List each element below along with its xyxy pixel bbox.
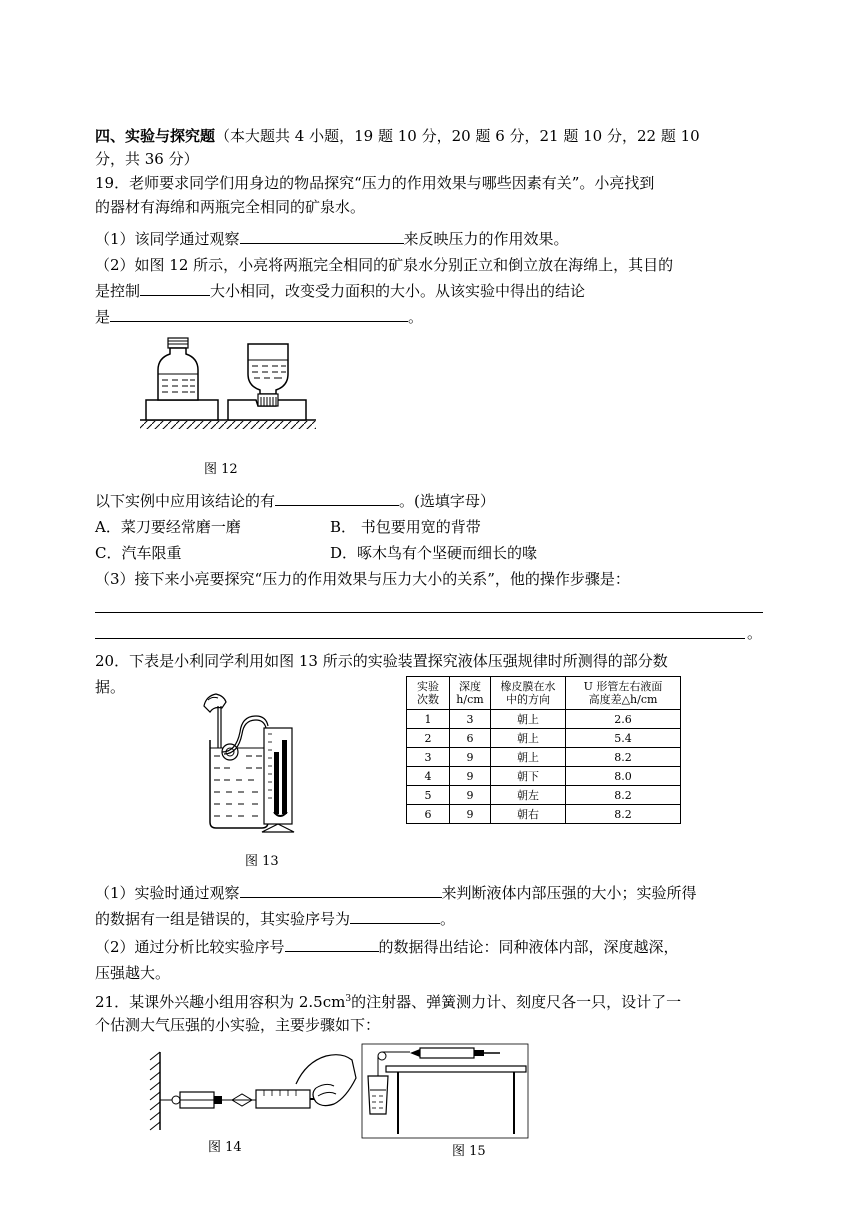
figure-14-caption: 图 14: [208, 1140, 242, 1155]
q20-data-table: [406, 676, 681, 824]
q19-blank-conclusion[interactable]: [110, 306, 408, 322]
q19-blank-apply[interactable]: [275, 490, 399, 506]
q19-part2-line1: （2）如图 12 所示，小亮将两瓶完全相同的矿泉水分别正立和倒立放在海绵上，其目的: [95, 256, 674, 274]
figure-14-syringe-with-spring-scale: [146, 1048, 360, 1134]
q19-option-d: D．啄木鸟有个坚硬而细长的喙: [330, 544, 538, 562]
figure-13-caption: 图 13: [245, 854, 279, 869]
q19-apply-a: 以下实例中应用该结论的有: [95, 492, 276, 510]
q19-part2-line3: [95, 306, 423, 328]
q20-line2: 据。: [95, 678, 126, 696]
section-note: （本大题共 4 小题，19 题 10 分，20 题 6 分，21 题 10 分，22 题 10: [215, 127, 700, 145]
q19-p2-c: 是: [95, 308, 111, 326]
q21-line1: 21．某课外兴趣小组用容积为 $2.5cm^3$的注射器、弹簧测力计、刻度尺各一只，设计了一: [95, 993, 682, 1011]
q21-line2: 个估测大气压强的小实验，主要步骤如下：: [95, 1016, 381, 1034]
q19-part3-end: 。: [747, 624, 763, 642]
section-heading: 四、实验与探究题: [95, 127, 216, 145]
q19-apply-b: 。(选填字母）: [399, 492, 495, 510]
table-row: 2 6 朝上 5.4: [407, 729, 681, 748]
q19-blank-control[interactable]: [140, 280, 210, 296]
table-header-row: [407, 677, 681, 710]
col-header-trial: 实验 次数: [407, 677, 450, 710]
q20-blank-trials[interactable]: [285, 936, 379, 952]
table-row: 6 9 朝右 8.2: [407, 805, 681, 824]
q20-p1-d: 。: [440, 910, 456, 928]
figure-12-bottles-on-sponge: [136, 336, 320, 456]
q20-blank-wrong-trial[interactable]: [350, 908, 440, 924]
figure-15-caption: 图 15: [452, 1144, 486, 1159]
q20-part1-line1: [95, 882, 697, 904]
q19-part3: （3）接下来小亮要探究“压力的作用效果与压力大小的关系”，他的操作步骤是：: [95, 570, 630, 588]
q20-p1-a: （1）实验时通过观察: [95, 884, 240, 902]
q19-part2-line2: [95, 280, 585, 302]
q19-p1-a: （1）该同学通过观察: [95, 230, 240, 248]
q19-blank-observe[interactable]: [240, 228, 404, 244]
table-row: 4 9 朝下 8.0: [407, 767, 681, 786]
q20-line1: 20．下表是小利同学利用如图 13 所示的实验装置探究液体压强规律时所测得的部分数: [95, 652, 668, 670]
q19-answer-line-1[interactable]: [95, 612, 763, 613]
col-header-height-diff: U 形管左右液面 高度差△h/cm: [566, 677, 681, 710]
q19-option-a: A．菜刀要经常磨一磨: [95, 518, 241, 536]
q19-p2-a: 是控制: [95, 282, 141, 300]
q19-p2-b: 大小相同，改变受力面积的大小。从该实验中得出的结论: [210, 282, 586, 300]
figure-13-pressure-gauge: [196, 692, 306, 844]
q20-p2-b: 的数据得出结论：同种液体内部，深度越深，: [378, 938, 679, 956]
q19-option-b: B． 书包要用宽的背带: [330, 518, 481, 536]
section-note-2: 分，共 36 分）: [95, 150, 199, 168]
q20-p1-c: 的数据有一组是错误的，其实验序号为: [95, 910, 351, 928]
table-row: 3 9 朝上 8.2: [407, 748, 681, 767]
q20-p1-b: 来判断液体内部压强的大小；实验所得: [441, 884, 697, 902]
q20-part2-line2: 压强越大。: [95, 964, 171, 982]
col-header-depth: 深度 h/cm: [450, 677, 491, 710]
figure-12-caption: 图 12: [204, 462, 238, 477]
table-row: 1 3 朝上 2.6: [407, 710, 681, 729]
q19-p1-b: 来反映压力的作用效果。: [403, 230, 569, 248]
q20-blank-observe[interactable]: [240, 882, 442, 898]
col-header-direction: 橡皮膜在水 中的方向: [491, 677, 566, 710]
q19-option-c: C．汽车限重: [95, 544, 182, 562]
figure-15-syringe-on-table: [360, 1042, 530, 1140]
q19-answer-line-2[interactable]: [95, 638, 745, 639]
q20-part1-line2: [95, 908, 455, 930]
q19-line1: 19．老师要求同学们用身边的物品探究“压力的作用效果与哪些因素有关”。小亮找到: [95, 174, 655, 192]
q20-part2-line1: [95, 936, 679, 958]
q19-apply-line: [95, 490, 495, 512]
table-row: 5 9 朝左 8.2: [407, 786, 681, 805]
section-heading-line: [95, 125, 700, 147]
q20-p2-a: （2）通过分析比较实验序号: [95, 938, 285, 956]
q19-line2: 的器材有海绵和两瓶完全相同的矿泉水。: [95, 198, 366, 216]
q19-p2-d: 。: [408, 308, 424, 326]
q19-part1: [95, 228, 569, 250]
